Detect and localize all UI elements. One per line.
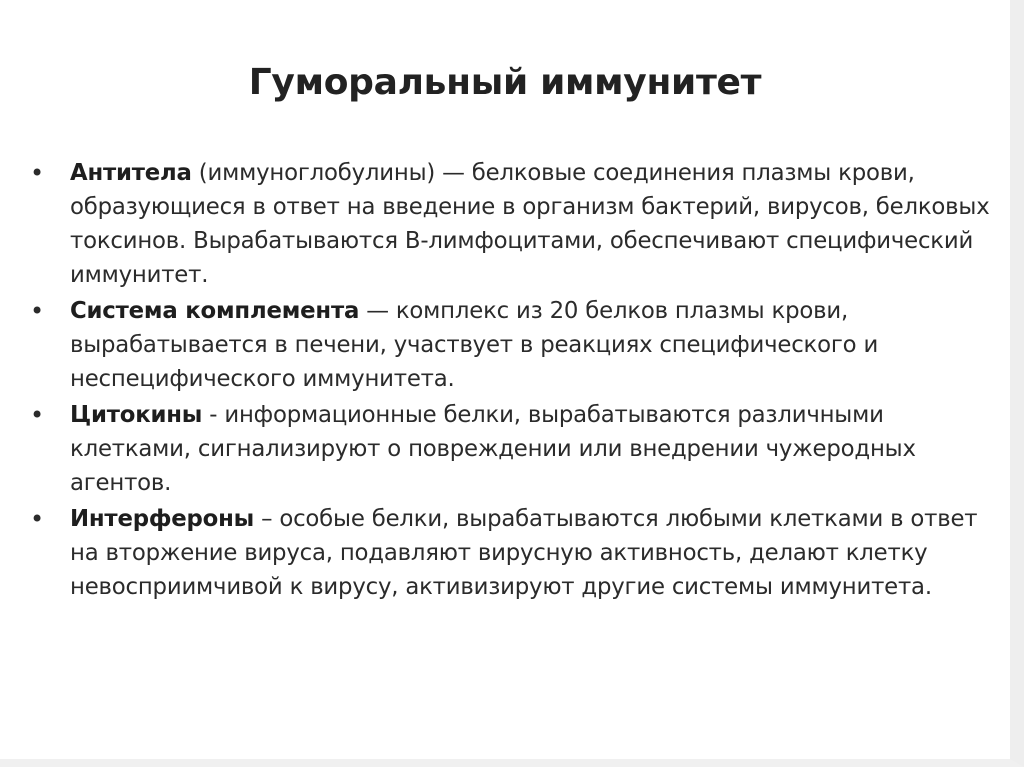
bullet-text: - информационные белки, вырабатываются различными клетками, сигнализируют о повреждении или внедрении чужеродных агентов. (70, 402, 916, 496)
bullet-term: Интерфероны (70, 506, 255, 532)
bullet-item-complement-system (30, 294, 990, 396)
bullet-term: Цитокины (70, 402, 203, 428)
bullet-dot-icon: • (30, 505, 44, 533)
bullet-dot-icon: • (30, 297, 44, 325)
bullet-item-interferons (30, 502, 990, 604)
bullet-list (30, 156, 990, 606)
bullet-text: — комплекс из 20 белков плазмы крови, вырабатывается в печени, участвует в реакциях специфического и неспецифического иммунитета. (70, 298, 879, 392)
bullet-dot-icon: • (30, 401, 44, 429)
bullet-item-cytokines (30, 398, 990, 500)
bullet-item-antibodies (30, 156, 990, 292)
bullet-text: – особые белки, вырабатываются любыми клетками в ответ на вторжение вируса, подавляют вирусную активность, делают клетку невосприимчивой к вирусу, активизируют другие системы иммунитета. (70, 506, 978, 600)
bullet-dot-icon: • (30, 159, 44, 187)
bullet-term: Антитела (70, 160, 192, 186)
bullet-text: (иммуноглобулины) — белковые соединения плазмы крови, образующиеся в ответ на введение в организм бактерий, вирусов, белковых токсинов. Вырабатываются В-лимфоцитами, обеспечивают специфический иммунитет. (70, 160, 990, 288)
bullet-term: Система комплемента (70, 298, 360, 324)
slide-title: Гуморальный иммунитет (248, 62, 762, 103)
